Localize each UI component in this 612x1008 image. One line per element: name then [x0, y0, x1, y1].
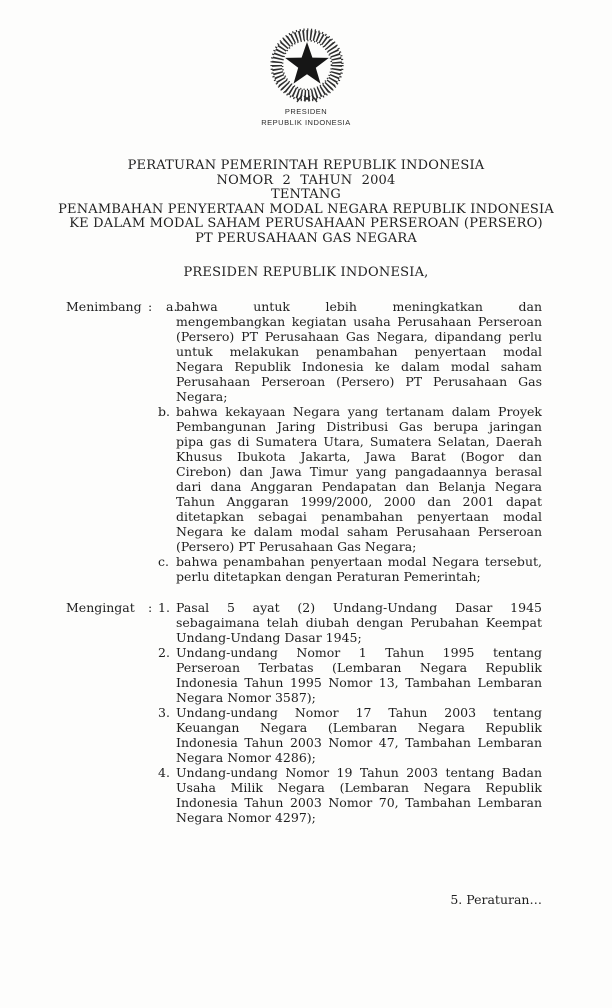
clause-marker-a: a. [166, 299, 178, 314]
clause-marker-4: 4. [158, 765, 170, 780]
clause-item-a [158, 299, 542, 404]
clause-item-1 [158, 600, 542, 645]
clause-item-4 [158, 765, 542, 825]
clause-text-2: Undang-undang Nomor 1 Tahun 1995 tentang Perseroan Terbatas (Lembaran Negara Republik Indonesia Tahun 1995 Nomor 13, Tambahan Lembaran Negara Nomor 3587); [176, 645, 542, 705]
menimbang-colon: : [148, 299, 153, 314]
title-line-4: PENAMBAHAN PENYERTAAN MODAL NEGARA REPUBLIK INDONESIA [58, 201, 554, 217]
title-line-1: PERATURAN PEMERINTAH REPUBLIK INDONESIA [127, 158, 485, 173]
salutation: PRESIDEN REPUBLIK INDONESIA, [183, 265, 429, 280]
clause-text-c: bahwa penambahan penyertaan modal Negara tersebut, perlu ditetapkan dengan Peraturan Pemerintah; [176, 554, 542, 584]
clause-text-a: bahwa untuk lebih meningkatkan dan mengembangkan kegiatan usaha Perusahaan Perseroan (Persero) PT Perusahaan Gas Negara, dipandang perlu untuk melakukan penambahan penyertaan modal Negara Republik Indonesia ke dalam modal saham Perusahaan Perseroan (Persero) PT Perusahaan Gas Negara; [176, 299, 542, 404]
clause-marker-c: c. [158, 554, 169, 569]
title-line-5: KE DALAM MODAL SAHAM PERUSAHAAN PERSEROAN (PERSERO) [69, 216, 543, 232]
title-line-6: PT PERUSAHAAN GAS NEGARA [195, 230, 417, 246]
star-wreath-seal-icon [268, 26, 346, 104]
clause-marker-b: b. [158, 404, 170, 419]
catchword: 5. Peraturan… [450, 892, 542, 907]
clause-text-1: Pasal 5 ayat (2) Undang-Undang Dasar 1945 sebagaimana telah diubah dengan Perubahan Keempat Undang-Undang Dasar 1945; [176, 600, 542, 645]
star-icon [285, 42, 329, 84]
title-line-3-tentang: TENTANG [270, 187, 342, 203]
clause-item-2 [158, 645, 542, 705]
clause-item-3 [158, 705, 542, 765]
clause-item-b [158, 404, 542, 554]
mengingat-items [158, 600, 542, 825]
menimbang-label: Menimbang [66, 299, 142, 314]
menimbang-section [66, 299, 542, 584]
clause-marker-1: 1. [158, 600, 170, 615]
mengingat-label: Mengingat [66, 600, 135, 615]
clause-text-b: bahwa kekayaan Negara yang tertanam dalam Proyek Pembangunan Jaring Distribusi Gas berupa jaringan pipa gas di Sumatera Utara, Sumatera Selatan, Daerah Khusus Ibukota Jakarta, Jawa Barat (Bogor dan Cirebon) dan Jawa Timur yang pangadaannya berasal dari dana Anggaran Pendapatan dan Belanja Negara Tahun Anggaran 1999/2000, 2000 dan 2001 dapat ditetapkan sebagai penambahan penyertaan modal Negara ke dalam modal saham Perusahaan Perseroan (Persero) PT Perusahaan Gas Negara; [176, 404, 542, 554]
clause-marker-2: 2. [158, 645, 170, 660]
letterhead-presiden: PRESIDEN [284, 107, 328, 116]
title-block [0, 159, 612, 247]
clause-text-3: Undang-undang Nomor 17 Tahun 2003 tentang Keuangan Negara (Lembaran Negara Republik Indonesia Tahun 2003 Nomor 47, Tambahan Lembaran Negara Nomor 4286); [176, 705, 542, 765]
mengingat-colon: : [148, 600, 153, 615]
clause-marker-3: 3. [158, 705, 170, 720]
clause-item-c [158, 554, 542, 584]
mengingat-section [66, 600, 542, 825]
ribbon-icon [297, 95, 317, 102]
clause-text-4: Undang-undang Nomor 19 Tahun 2003 tentang Badan Usaha Milik Negara (Lembaran Negara Republik Indonesia Tahun 2003 Nomor 70, Tambahan Lembaran Negara Nomor 4297); [176, 765, 542, 825]
presidential-seal [268, 26, 346, 104]
letterhead-republik-indonesia: REPUBLIK INDONESIA [261, 118, 351, 127]
title-line-2-nomor-tahun: NOMOR 2 TAHUN 2004 [216, 172, 396, 188]
menimbang-items [158, 299, 542, 584]
